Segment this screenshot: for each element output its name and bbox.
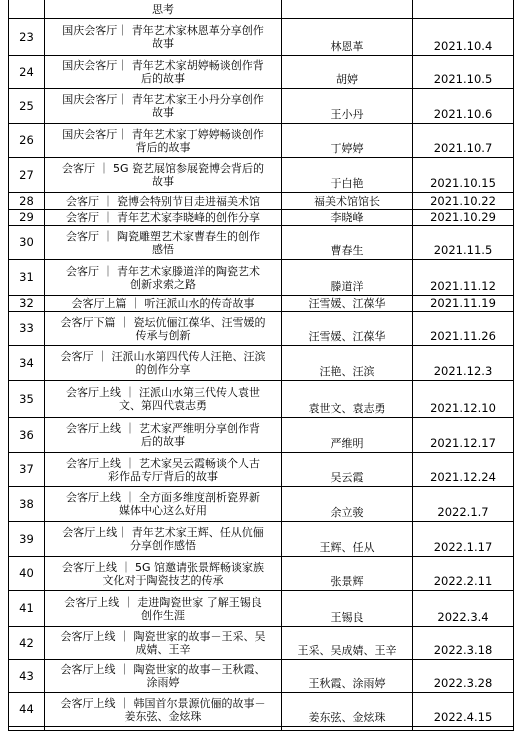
title-line: 成婧、王辛 <box>135 643 191 656</box>
row-number: 23 <box>19 29 34 44</box>
title-line: 会客厅上线 ｜ 陶瓷世家的故事－王采、吴 <box>60 630 266 643</box>
guest-name: 吴云霞 <box>330 471 364 484</box>
row-number: 30 <box>19 235 34 249</box>
air-date: 2021.11.26 <box>430 329 496 343</box>
guest-name: 丁婷婷 <box>330 142 364 155</box>
title-line: 彩作品专厅背后的故事 <box>108 469 218 483</box>
guest-name: 滕道洋 <box>330 280 364 293</box>
title-line: 的创作分享 <box>135 363 191 376</box>
program-title <box>45 381 281 417</box>
air-date: 2022.1.7 <box>437 505 489 519</box>
program-title <box>45 210 281 225</box>
program-title <box>45 193 281 209</box>
air-date: 2022.2.11 <box>433 574 493 588</box>
title-line: 会客厅下篇 ｜ 瓷坛伉俪江葆华、汪雪媛的 <box>60 315 266 329</box>
table-row <box>9 89 513 124</box>
air-date: 2021.11.12 <box>430 279 496 293</box>
air-date: 2021.10.15 <box>430 176 496 190</box>
title-line: 会客厅上线 ｜ 艺术家吴云霞畅谈个人古 <box>66 456 260 470</box>
guest-name: 严维明 <box>330 437 364 450</box>
guest-name: 王小丹 <box>330 108 364 121</box>
title-line: 国庆会客厅｜ 青年艺术家胡婷畅谈创作背 <box>62 59 264 72</box>
title-line: 会客厅 ｜ 瓷博会特别节目走进福美术馆 <box>66 194 260 208</box>
title-line: 会客厅上篇 ｜ 听汪派山水的传奇故事 <box>71 297 255 310</box>
program-title <box>45 557 281 590</box>
title-line: 故事 <box>152 37 174 50</box>
title-line: 国庆会客厅｜ 青年艺术家王小丹分享创作 <box>62 93 264 106</box>
table-row <box>9 260 513 296</box>
table-row-continued <box>9 0 513 19</box>
table-row <box>9 557 513 591</box>
title-line: 创作生涯 <box>141 608 185 622</box>
air-date: 2021.11.5 <box>433 243 493 257</box>
table-row <box>9 660 513 693</box>
air-date: 2021.10.4 <box>433 39 493 53</box>
row-number: 38 <box>19 496 34 511</box>
program-title <box>45 260 281 295</box>
title-line: 涂雨婷 <box>146 676 180 689</box>
guest-name: 汪雪媛、江葆华 <box>308 297 386 310</box>
table-row <box>9 381 513 418</box>
title-line: 会客厅上线｜ 青年艺术家王辉、任从伉俪 <box>62 526 264 539</box>
title-line: 会客厅上线 ｜ 5G 馆邀请张景辉畅谈家族 <box>61 560 264 574</box>
row-number: 26 <box>19 133 34 147</box>
row-number: 29 <box>19 210 34 224</box>
guest-name: 袁世文、袁志勇 <box>308 402 386 415</box>
title-line: 会客厅上线 ｜ 全方面多维度剖析瓷界新 <box>66 491 260 504</box>
title-line: 国庆会客厅｜ 青年艺术家丁婷婷畅谈创作 <box>62 127 264 141</box>
air-date: 2021.12.3 <box>433 364 493 378</box>
program-title <box>45 56 281 88</box>
row-number: 44 <box>19 702 34 716</box>
program-title <box>45 124 281 157</box>
guest-name: 王辉、任从 <box>319 541 375 554</box>
air-date: 2021.10.29 <box>430 210 496 224</box>
title-line: 会客厅 ｜ 陶瓷雕塑艺术家曹春生的创作 <box>66 229 260 243</box>
title-line: 后的故事 <box>141 435 185 448</box>
program-title <box>45 19 281 55</box>
title-line: 会客厅上线 ｜ 艺术家严维明分享创作背 <box>66 422 260 435</box>
table-row <box>9 193 513 210</box>
title-line: 会客厅上线 ｜ 陶瓷世家的故事－王秋霞、 <box>60 663 266 676</box>
row-number: 33 <box>19 321 34 335</box>
table-row <box>9 296 513 312</box>
title-line: 会客厅上线 ｜ 走进陶瓷世家 了解王锡良 <box>64 595 262 609</box>
title-line: 后的故事 <box>141 72 185 85</box>
program-title <box>45 522 281 556</box>
table-row <box>9 346 513 381</box>
row-number: 27 <box>19 167 34 182</box>
title-line: 会客厅 ｜ 青年艺术家滕道洋的陶瓷艺术 <box>66 264 260 278</box>
title-line: 会客厅 ｜ 汪派山水第四代传人汪艳、汪滨 <box>60 350 266 363</box>
title-line: 国庆会客厅｜ 青年艺术家林恩革分享创作 <box>62 24 264 37</box>
guest-name: 汪雪媛、江葆华 <box>308 330 386 343</box>
table-row <box>9 591 513 627</box>
guest-name: 李晓峰 <box>330 211 364 224</box>
row-number: 43 <box>19 668 34 683</box>
row-number: 34 <box>19 355 34 370</box>
title-line: 背后的故事 <box>135 140 191 154</box>
air-date: 2021.10.5 <box>433 72 493 86</box>
table-row <box>9 693 513 727</box>
air-date: 2021.12.17 <box>430 436 496 450</box>
table-row <box>9 56 513 89</box>
row-number: 32 <box>19 296 34 310</box>
table-row <box>9 226 513 260</box>
guest-name: 王采、吴成婧、王辛 <box>297 644 397 657</box>
title-line: 传承与创新 <box>135 328 191 342</box>
row-number: 31 <box>19 270 34 284</box>
table-row <box>9 418 513 453</box>
program-title <box>45 660 281 692</box>
table-row <box>9 158 513 193</box>
air-date: 2022.3.4 <box>437 610 489 624</box>
air-date: 2021.11.19 <box>430 296 496 310</box>
row-number: 36 <box>19 427 34 442</box>
guest-name: 王秋霞、涂雨婷 <box>308 677 386 690</box>
guest-name: 张景辉 <box>330 575 364 588</box>
table-row <box>9 124 513 158</box>
guest-name: 曹春生 <box>330 244 364 257</box>
title-line: 创新求索之路 <box>130 277 196 291</box>
row-number: 24 <box>19 64 34 79</box>
title-line: 会客厅上线 ｜ 汪派山水第三代传人袁世 <box>66 386 260 399</box>
program-title <box>45 693 281 726</box>
title-line: 会客厅上线 ｜ 韩国首尔景源伉俪的故事－ <box>60 696 266 710</box>
table-row <box>9 487 513 522</box>
table-row <box>9 627 513 660</box>
title-line: 思考 <box>152 2 174 16</box>
title-line: 媒体中心这么好用 <box>119 504 207 517</box>
air-date: 2021.10.22 <box>430 193 496 208</box>
table-row <box>9 210 513 226</box>
table-row <box>9 453 513 487</box>
program-title <box>45 226 281 259</box>
air-date: 2022.3.28 <box>433 676 493 690</box>
table-row <box>9 522 513 557</box>
row-number: 40 <box>19 566 34 580</box>
guest-name: 王锡良 <box>330 611 364 624</box>
guest-name: 汪艳、汪滨 <box>319 365 375 378</box>
guest-name: 于白艳 <box>330 177 364 190</box>
row-number: 37 <box>19 462 34 476</box>
program-title <box>45 158 281 192</box>
title-line: 故事 <box>152 175 174 188</box>
title-line: 文、第四代袁志勇 <box>119 399 207 412</box>
program-title <box>45 627 281 659</box>
air-date: 2022.4.15 <box>433 710 493 724</box>
program-table <box>8 0 514 731</box>
program-title <box>45 418 281 452</box>
air-date: 2022.1.17 <box>433 540 493 554</box>
title-line: 分享创作感悟 <box>130 539 196 552</box>
program-title <box>45 89 281 123</box>
row-number: 39 <box>19 531 34 546</box>
row-number: 41 <box>19 601 34 615</box>
air-date: 2021.10.6 <box>433 107 493 121</box>
air-date: 2021.10.7 <box>433 141 493 155</box>
guest-name: 林恩革 <box>330 40 364 53</box>
air-date: 2021.12.10 <box>430 401 496 415</box>
table-row <box>9 312 513 346</box>
title-line: 感悟 <box>152 242 174 256</box>
title-cell <box>45 0 281 18</box>
row-number: 28 <box>19 193 34 208</box>
table-row <box>9 19 513 56</box>
row-number: 35 <box>19 391 34 406</box>
title-line: 会客厅 ｜ 5G 瓷艺展馆参展瓷博会背后的 <box>61 162 264 175</box>
title-line: 故事 <box>152 106 174 119</box>
air-date: 2021.12.24 <box>430 470 496 484</box>
guest-name: 福美术馆馆长 <box>314 194 380 208</box>
program-title <box>45 346 281 380</box>
row-number: 25 <box>19 98 34 113</box>
guest-name: 胡婷 <box>336 73 358 86</box>
title-line: 会客厅 ｜ 青年艺术家李晓峰的创作分享 <box>66 211 260 224</box>
air-date: 2022.3.18 <box>433 643 493 657</box>
title-line: 文化对于陶瓷技艺的传承 <box>102 573 224 587</box>
title-line: 姜东弦、金炫珠 <box>124 709 202 723</box>
row-number: 42 <box>19 635 34 650</box>
program-title <box>45 487 281 521</box>
program-title <box>45 296 281 311</box>
program-title <box>45 591 281 626</box>
guest-name: 余立骏 <box>330 506 364 519</box>
guest-name: 姜东弦、金炫珠 <box>308 711 386 724</box>
program-title <box>45 312 281 345</box>
program-title <box>45 453 281 486</box>
